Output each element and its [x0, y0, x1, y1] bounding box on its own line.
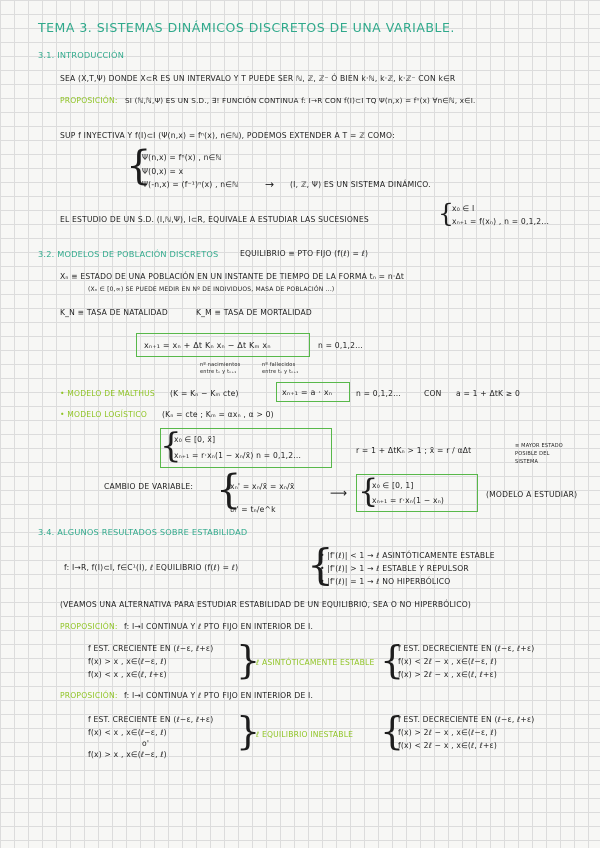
logistic-note-1: ≡ MAYOR ESTADO — [515, 443, 563, 449]
logistic-note-3: SISTEMA — [515, 459, 539, 465]
system-brace: { — [126, 143, 152, 189]
proposition3-text: f: I→I CONTINUA Y ℓ PTO FIJO EN INTERIOR DE I. — [124, 691, 314, 700]
natality-rate: K_N ≡ TASA DE NATALIDAD — [60, 308, 168, 317]
malthus-range: n = 0,1,2... — [356, 389, 401, 398]
sequence-line-2: xₙ₊₁ = f(xₙ) , n = 0,1,2... — [452, 217, 550, 226]
change-variable-brace: { — [216, 467, 242, 513]
malthus-condition: (K = Kₙ − Kₘ cte) — [170, 389, 239, 398]
section-heading-modelos: 3.2. MODELOS DE POBLACIÓN DISCRETOS — [38, 249, 219, 259]
intro-line: SEA (X,T,Ψ) DONDE X⊂R ES UN INTERVALO Y T PUEDE SER ℕ, ℤ, ℤ⁻ Ó BIEN k·ℕ, k·ℤ, k·ℤ⁻ CON k∈R — [60, 74, 456, 83]
proposition-label: PROPOSICIÓN: — [60, 96, 118, 105]
proposition-text: SI (ℕ,ℕ,Ψ) ES UN S.D., ∃! FUNCIÓN CONTINUA f: I→R CON f(I)⊂I TQ Ψ(n,x) = fⁿ(x) ∀n∈ℕ, x∈I. — [125, 96, 476, 105]
stability-case-1: • |f'(ℓ)| < 1 → ℓ ASINTÓTICAMENTE ESTABLE — [320, 551, 495, 560]
p1-left-3: f(x) < x , x∈(ℓ, ℓ+ε) — [88, 670, 167, 679]
xn-note: (Xₙ ∈ [0,∞) SE PUEDE MEDIR EN Nº DE INDIVIDUOS, MASA DE POBLACIÓN ...) — [88, 286, 335, 293]
change-variable-label: CAMBIO DE VARIABLE: — [104, 482, 194, 491]
p2-left-2: f(x) < x , x∈(ℓ−ε, ℓ) — [88, 728, 167, 737]
equilibrium-definition: EQUILIBRIO ≡ PTO FIJO (f(ℓ) = ℓ) — [240, 249, 369, 258]
system-conclusion: (I, ℤ, Ψ) ES UN SISTEMA DINÁMICO. — [290, 180, 431, 189]
p1-left-brace: } — [236, 638, 261, 682]
stability-hypothesis: f: I→R, f(I)⊂I, f∈C¹(I), ℓ EQUILIBRIO (f(ℓ) = ℓ) — [64, 563, 239, 572]
arrow-icon: → — [265, 178, 275, 191]
p1-left-2: f(x) > x , x∈(ℓ−ε, ℓ) — [88, 657, 167, 666]
change-variable-2: tₙ' = tₙ/e^k — [230, 505, 276, 514]
xn-definition: Xₙ ≡ ESTADO DE UNA POBLACIÓN EN UN INSTANTE DE TIEMPO DE LA FORMA tₙ = n·Δt — [60, 272, 405, 281]
stability-brace: { — [307, 540, 334, 589]
p2-left-3: f(x) > x , x∈(ℓ−ε, ℓ) — [88, 750, 167, 759]
result-arrow-icon: ⟶ — [330, 486, 348, 500]
proposition2-label: PROPOSICIÓN: — [60, 622, 118, 631]
mortality-rate: K_M ≡ TASA DE MORTALIDAD — [196, 308, 312, 317]
logistic-condition: (Kₙ = cte ; Kₘ = αxₙ , α > 0) — [162, 410, 274, 419]
malthus-equation: xₙ₊₁ = a · xₙ — [282, 388, 333, 397]
proposition2-text: f: I→I CONTINUA Y ℓ PTO FIJO EN INTERIOR DE I. — [124, 622, 314, 631]
system-line-1: Ψ(n,x) = fⁿ(x) , n∈ℕ — [142, 153, 222, 162]
logistic-line-1: x₀ ∈ [0, x̃] — [174, 435, 216, 444]
study-line: EL ESTUDIO DE UN S.D. (I,ℕ,Ψ), I⊂R, EQUIVALE A ESTUDIAR LAS SUCESIONES — [60, 215, 369, 224]
p2-right-2: f(x) > 2ℓ − x , x∈(ℓ−ε, ℓ) — [398, 728, 497, 737]
p2-left-1: f EST. CRECIENTE EN (ℓ−ε, ℓ+ε) — [88, 715, 214, 724]
change-variable-1: xₙ' = xₙ/x̃ = xₙ/x̃ — [230, 482, 295, 491]
sequence-line-1: x₀ ∈ I — [452, 204, 475, 213]
section-heading-introduccion: 3.1. INTRODUCCIÓN — [38, 50, 125, 60]
sequence-brace: { — [438, 199, 454, 228]
births-note-2: entre tₙ y tₙ₊₁ — [200, 369, 237, 375]
deaths-note-1: nº fallecidos — [262, 362, 296, 368]
system-line-3: Ψ(-n,x) = (f⁻¹)ⁿ(x) , n∈ℕ — [142, 180, 239, 189]
p1-left-1: f EST. CRECIENTE EN (ℓ−ε, ℓ+ε) — [88, 644, 214, 653]
births-note-1: nº nacimientos — [200, 362, 241, 368]
proposition3-label: PROPOSICIÓN: — [60, 691, 118, 700]
logistic-label: • MODELO LOGÍSTICO — [60, 410, 148, 419]
section-heading-estabilidad: 3.4. ALGUNOS RESULTADOS SOBRE ESTABILIDAD — [38, 527, 248, 537]
logistic-brace: { — [160, 426, 182, 466]
result-line-2: xₙ₊₁ = r·xₙ(1 − xₙ) — [372, 496, 445, 505]
p1-right-brace: { — [380, 638, 405, 682]
logistic-note-2: POSIBLE DEL — [515, 451, 550, 457]
result-line-1: x₀ ∈ [0, 1] — [372, 481, 414, 490]
logistic-system-box — [160, 428, 332, 468]
p1-right-2: f(x) < 2ℓ − x , x∈(ℓ−ε, ℓ) — [398, 657, 497, 666]
p2-right-1: f EST. DECRECIENTE EN (ℓ−ε, ℓ+ε) — [398, 715, 535, 724]
page-title: TEMA 3. SISTEMAS DINÁMICOS DISCRETOS DE UNA VARIABLE. — [38, 20, 455, 35]
system-line-2: Ψ(0,x) = x — [142, 167, 184, 176]
result-brace: { — [358, 472, 379, 510]
main-equation: xₙ₊₁ = xₙ + Δt Kₙ xₙ − Δt Kₘ xₙ — [144, 341, 271, 350]
logistic-r: r = 1 + ΔtKₙ > 1 ; x̃ = r / αΔt — [356, 446, 472, 455]
p2-right-brace: { — [380, 709, 405, 753]
logistic-line-2: xₙ₊₁ = r·xₙ(1 − xₙ/x̃) n = 0,1,2... — [174, 451, 302, 460]
malthus-label: • MODELO DE MALTHUS — [60, 389, 155, 398]
p2-or: o' — [142, 739, 150, 748]
malthus-a: a = 1 + ΔtK ≥ 0 — [456, 389, 521, 398]
p2-left-brace: } — [236, 709, 261, 753]
p2-right-3: f(x) < 2ℓ − x , x∈(ℓ, ℓ+ε) — [398, 741, 497, 750]
malthus-con: CON — [424, 389, 442, 398]
alternative-note: (VEAMOS UNA ALTERNATIVA PARA ESTUDIAR ESTABILIDAD DE UN EQUILIBRIO, SEA O NO HIPERBÓLICO) — [60, 600, 472, 609]
p2-conclusion: ℓ EQUILIBRIO INESTABLE — [256, 730, 354, 739]
p1-right-3: f(x) > 2ℓ − x , x∈(ℓ, ℓ+ε) — [398, 670, 497, 679]
p1-conclusion: ℓ ASINTÓTICAMENTE ESTABLE — [256, 658, 375, 667]
stability-case-2: • |f'(ℓ)| > 1 → ℓ ESTABLE Y REPULSOR — [320, 564, 469, 573]
stability-case-3: • |f'(ℓ)| = 1 → ℓ NO HIPERBÓLICO — [320, 577, 451, 586]
result-note: (MODELO A ESTUDIAR) — [486, 490, 578, 499]
p1-right-1: f EST. DECRECIENTE EN (ℓ−ε, ℓ+ε) — [398, 644, 535, 653]
deaths-note-2: entre tₙ y tₙ₊₁ — [262, 369, 299, 375]
sup-line: SUP f INYECTIVA Y f(I)⊂I (Ψ(n,x) = fⁿ(x), n∈ℕ), PODEMOS EXTENDER A T = ℤ COMO: — [60, 131, 395, 140]
main-equation-range: n = 0,1,2... — [318, 341, 363, 350]
